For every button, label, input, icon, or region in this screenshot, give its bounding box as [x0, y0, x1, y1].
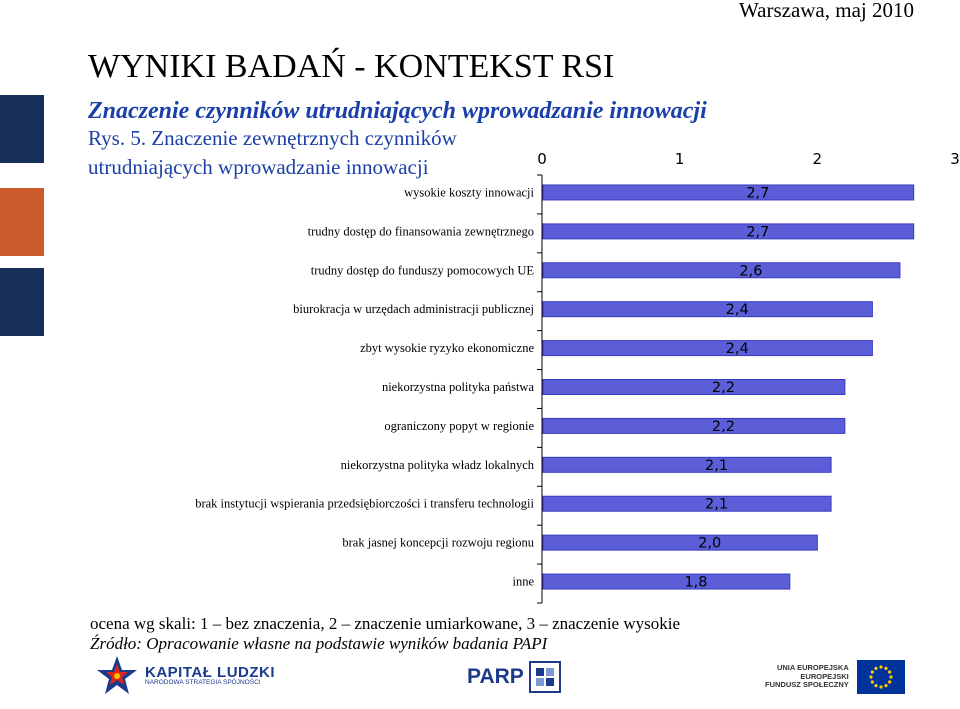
data-label: 2,4 — [725, 341, 749, 358]
kapital-ludzki-name: KAPITAŁ LUDZKI — [145, 663, 276, 681]
data-label: 2,1 — [705, 457, 729, 474]
parp-emblem-icon — [528, 660, 562, 694]
data-label: 2,1 — [705, 496, 729, 513]
data-label: 1,8 — [684, 574, 708, 591]
data-label: 2,7 — [746, 185, 770, 202]
eu-logo — [765, 660, 905, 694]
category-label: biurokracja w urzędach administracji publicznej — [293, 302, 534, 317]
category-label: brak jasnej koncepcji rozwoju regionu — [342, 535, 534, 550]
data-label: 2,6 — [739, 263, 763, 280]
category-label: niekorzystna polityka władz lokalnych — [340, 457, 534, 472]
parp-name: PARP — [467, 665, 524, 688]
bar — [543, 418, 845, 433]
bar — [543, 263, 900, 278]
bar — [543, 224, 914, 239]
star-emblem-icon — [95, 654, 139, 698]
logo-strip — [85, 650, 955, 706]
page-title: WYNIKI BADAŃ - KONTEKST RSI — [88, 48, 615, 85]
data-label: 2,7 — [746, 224, 770, 241]
category-label: inne — [512, 574, 534, 589]
kapital-ludzki-tagline: NARODOWA STRATEGIA SPÓJNOŚCI — [145, 679, 261, 687]
x-tick-label: 3 — [950, 150, 960, 168]
category-label: trudny dostęp do funduszy pomocowych UE — [310, 263, 534, 278]
bar — [543, 457, 831, 472]
x-tick-label: 1 — [674, 150, 685, 168]
category-label: brak instytucji wspierania przedsiębiorczości i transferu technologii — [195, 496, 534, 511]
data-label: 2,4 — [725, 302, 749, 319]
data-label: 2,2 — [711, 380, 735, 396]
eu-line-1: UNIA EUROPEJSKA — [776, 663, 849, 673]
header-date: Warszawa, maj 2010 — [739, 0, 914, 22]
kapital-ludzki-logo — [95, 654, 275, 698]
category-label: niekorzystna polityka państwa — [381, 380, 534, 394]
figure-title: Rys. 5. Znaczenie zewnętrznych czynników utrudniających wprowadzanie innowacji — [88, 126, 457, 179]
scale-note: ocena wg skali: 1 – bez znaczenia, 2 – znaczenie umiarkowane, 3 – znaczenie wysokie — [90, 614, 681, 633]
bar — [543, 380, 845, 395]
bar — [543, 574, 790, 589]
eu-line-3: FUNDUSZ SPOŁECZNY — [765, 680, 849, 690]
category-label: trudny dostęp do finansowania zewnętrznego — [307, 224, 534, 239]
bar — [543, 341, 872, 356]
category-label: zbyt wysokie ryzyko ekonomiczne — [360, 341, 534, 356]
bar — [543, 496, 831, 511]
eu-line-2: EUROPEJSKI — [800, 671, 849, 681]
bar — [543, 302, 872, 317]
x-tick-label: 0 — [537, 150, 547, 168]
bar — [543, 535, 817, 550]
source-note: Źródło: Opracowanie własne na podstawie wyników badania PAPI — [90, 634, 548, 653]
category-label: wysokie koszty innowacji — [404, 185, 534, 200]
eu-flag-icon — [857, 660, 905, 694]
bar — [543, 185, 914, 200]
category-label: ograniczony popyt w regionie — [384, 418, 534, 433]
data-label: 2,0 — [698, 535, 722, 552]
page-subtitle: Znaczenie czynników utrudniających wprowadzanie innowacji — [88, 98, 707, 124]
x-tick-label: 2 — [812, 150, 823, 168]
data-label: 2,2 — [711, 418, 735, 435]
parp-logo — [467, 660, 562, 694]
